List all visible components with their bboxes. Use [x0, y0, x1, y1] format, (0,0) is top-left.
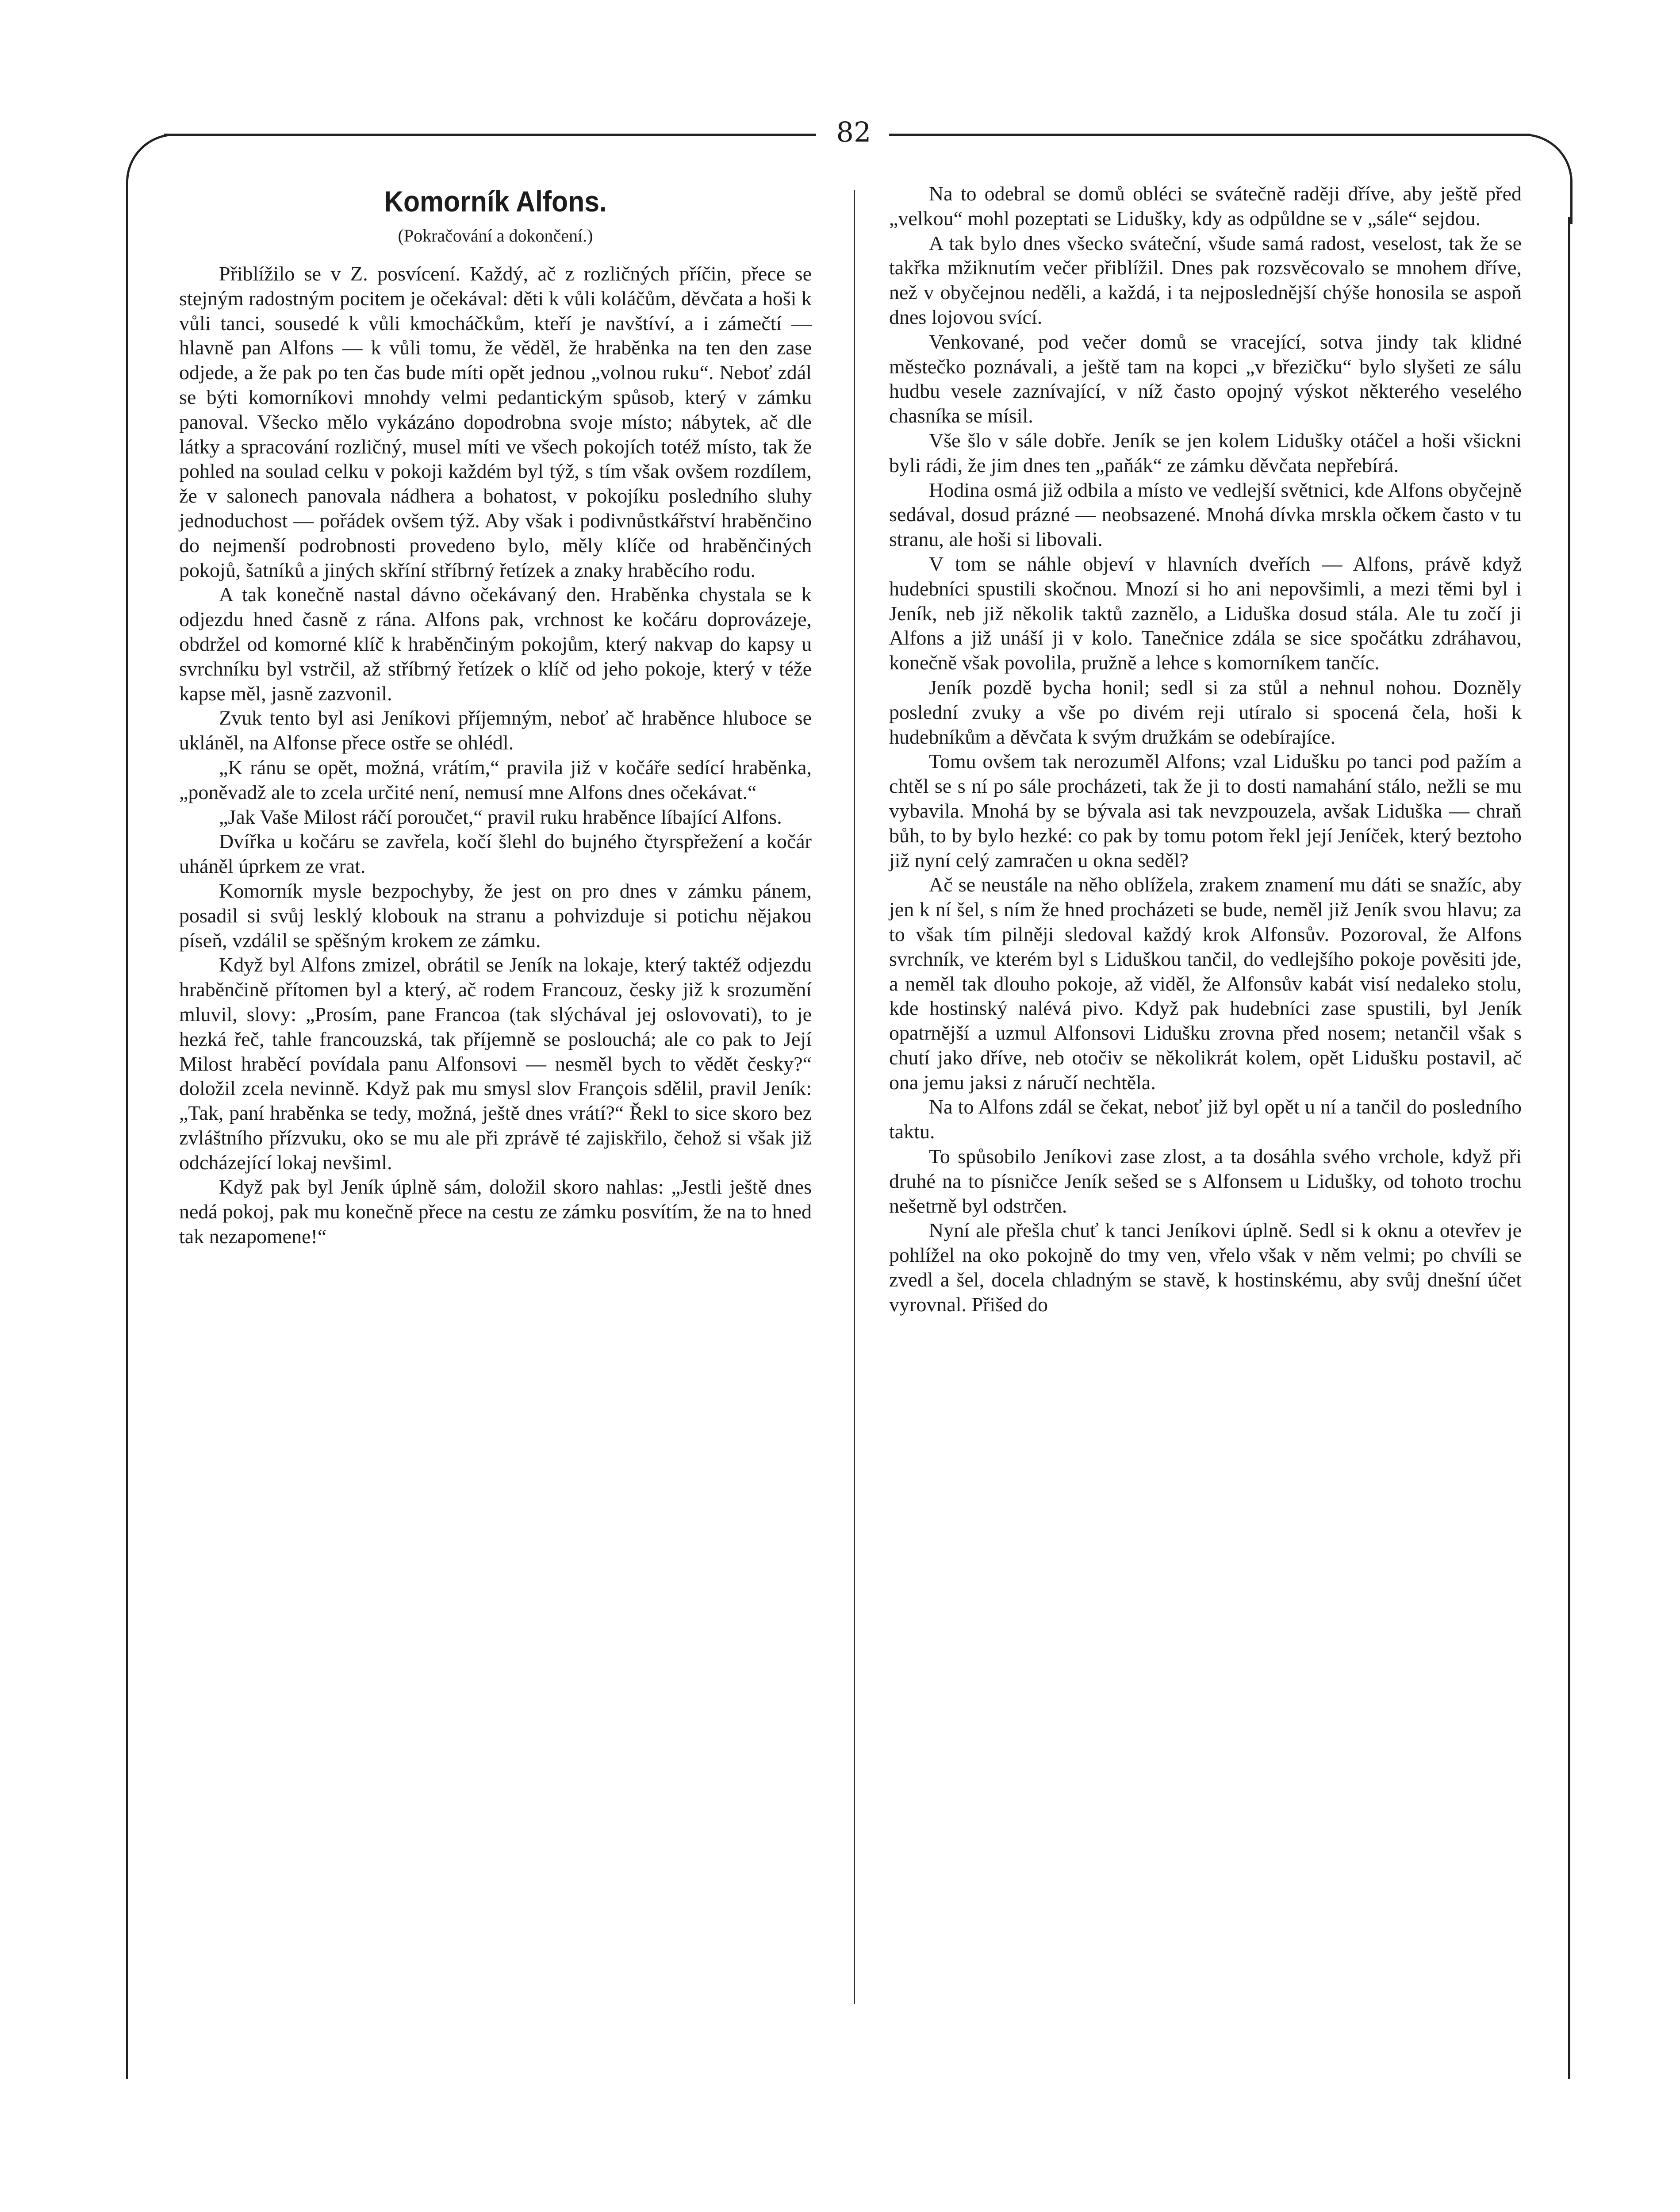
- article-title: Komorník Alfons.: [384, 185, 607, 218]
- frame-corner-left: [126, 134, 181, 224]
- paragraph: A tak bylo dnes všecko sváteční, všude samá radost, veselost, tak že se takřka mžiknutím večer přiblížil. Dnes pak rozsvěcovalo se mnohem dříve, než v obyčejnou neděli, a každá, i ta nejposlednější chýše honosila se aspoň dnes lojovou svící.: [889, 231, 1522, 328]
- paragraph: V tom se náhle objeví v hlavních dveřích — Alfons, právě když hudebníci spustili skočnou. Mnozí si ho ani nepovšimli, a mezi těmi byl i Jeník, neb již několik taktů zaznělo, a Liduška dosud stála. Ale tu zočí ji Alfons a již unáší ji v kolo. Tanečnice zdála se sice spočátku zdráhavou, konečně však povolila, pružně a lehce s komorníkem tančíc.: [889, 552, 1522, 674]
- paragraph: Na to Alfons zdál se čekat, neboť již byl opět u ní a tančil do posledního taktu.: [889, 1095, 1522, 1143]
- page-number: 82: [836, 116, 871, 148]
- article-subtitle: (Pokračování a dokončení.): [398, 226, 593, 246]
- paragraph: Nyní ale přešla chuť k tanci Jeníkovi úplně. Sedl si k oknu a otevřev je pohlížel na oko pokojně do tmy ven, vřelo však v něm velmi; po chvíli se zvedl a šel, docela chladným se stavě, k hostinskému, aby svůj dnešní účet vyrovnal. Přišed do: [889, 1219, 1522, 1316]
- paragraph: Jeník pozdě bycha honil; sedl si za stůl a nehnul nohou. Dozněly poslední zvuky a vše po divém reji utíralo si spocená čela, hoši k hudebníkům a děvčata k svým družkám se odebírajíce.: [889, 676, 1522, 748]
- paragraph: „K ránu se opět, možná, vrátím,“ pravila již v kočáře sedící hraběnka, „poněvadž ale to zcela určité není, nemusí mne Alfons dnes očekávat.“: [179, 756, 812, 803]
- frame-side-right: [1568, 217, 1570, 2079]
- paragraph: Přiblížilo se v Z. posvícení. Každý, ač z rozličných příčin, přece se stejným radostným pocitem je očekával: děti k vůli koláčům, děvčata a hoši k vůli tanci, sousedé k vůli kmocháčkům, kteří je navštíví, a i zámečtí — hlavně pan Alfons — k vůli tomu, že věděl, že hraběnka na ten den zase odjede, a že pak po ten čas bude míti opět jednou „volnou ruku“. Neboť zdál se býti komorníkovi mnohdy velmi pedantickým spůsob, který v zámku panoval. Všecko mělo vykázáno dopodrobna svoje místo; nábytek, ač dle látky a spracování rozličný, musel míti ve všech pokojích totéž místo, tak že pohled na soulad celku v pokoji každém byl týž, s tím však ovšem rozdílem, že v salonech panovala nádhera a bohatost, v pokojíku posledního sluhy jednoduchost — pořádek ovšem týž. Aby však i podivnůstkářství hraběnčino do nejmenší podrobnosti provedeno bylo, měly klíče od hraběnčiných pokojů, šatníků a jiných skříní stříbrný řetízek a znaky hraběcího rodu.: [179, 262, 812, 581]
- paragraph: Dvířka u kočáru se zavřela, kočí šlehl do bujného čtyrspřežení a kočár uháněl úprkem ze vrat.: [179, 830, 812, 878]
- paragraph: Komorník mysle bezpochyby, že jest on pro dnes v zámku pánem, posadil si svůj lesklý klobouk na stranu a pohvizduje si potichu nějakou píseň, vzdálil se spěšným krokem ze zámku.: [179, 879, 812, 952]
- paragraph: Na to odebral se domů obléci se svátečně raději dříve, aby ještě před „velkou“ mohl pozeptati se Lidušky, kdy as odpůldne se v „sále“ sejdou.: [889, 182, 1522, 230]
- frame-corner-right: [1517, 134, 1573, 224]
- paragraph: Tomu ovšem tak nerozuměl Alfons; vzal Lidušku po tanci pod pažím a chtěl se s ní po sále procházeti, tak že ji to dosti namahání stálo, nežli se mu vybavila. Mnohá by se bývala asi tak nevzpouzela, avšak Liduška — chraň bůh, to by bylo hezké: co pak by tomu potom řekl její Jeníček, který beztoho již nyní celý zamračen u okna seděl?: [889, 750, 1522, 872]
- paragraph: Zvuk tento byl asi Jeníkovi příjemným, neboť ač hraběnce hluboce se ukláněl, na Alfonse přece ostře se ohlédl.: [179, 707, 812, 754]
- paragraph: Vše šlo v sále dobře. Jeník se jen kolem Lidušky otáčel a hoši všickni byli rádi, že jim dnes ten „paňák“ ze zámku děvčata nepřebírá.: [889, 429, 1522, 476]
- paragraph: To spůsobilo Jeníkovi zase zlost, a ta dosáhla svého vrchole, když při druhé na to písničce Jeník sešed se s Alfonsem u Lidušky, od tohoto trochu nešetrně byl odstrčen.: [889, 1145, 1522, 1217]
- right-column: [889, 181, 1522, 1317]
- paragraph: A tak konečně nastal dávno očekávaný den. Hraběnka chystala se k odjezdu hned časně z rána. Alfons pak, vrchnost ke kočáru doprovázeje, obdržel od komorné klíč k hraběnčiným pokojům, který nakvap do kapsy u svrchníku byl vstrčil, až stříbrný řetízek o klíč od jeho pokoje, který v téže kapse měl, jasně zazvonil.: [179, 583, 812, 705]
- column-divider: [854, 190, 855, 2004]
- paragraph: Venkované, pod večer domů se vracející, sotva jindy tak klidné městečko poznávali, a ještě tam na kopci „v březičku“ bylo slyšeti ze sálu hudbu vesele zaznívající, v níž často opojný výskot některého veselého chasníka se mísil.: [889, 330, 1522, 427]
- paragraph: Ač se neustále na něho oblížela, zrakem znamení mu dáti se snažíc, aby jen k ní šel, s ním že hned procházeti se bude, neměl již Jeník svou hlavu; za to však tím pilněji sledoval každý krok Alfonsův. Pozoroval, že Alfons svrchník, ve kterém byl s Liduškou tančil, do vedlejšího pokoje pověsiti jde, a neměl tak dlouho pokoje, až viděl, že Alfonsův kabát visí nedaleko stolu, kde hostinský nalévá pivo. Když pak hudebníci zase spustili, byl Jeník opatrnější a uzmul Alfonsovi Lidušku zrovna před nosem; netančil však s chutí jako dříve, neb otočiv se několikrát kolem, opět Lidušku postavil, ač ona jemu jaksi z náručí nechtěla.: [889, 873, 1522, 1094]
- frame-top-right-rule: [889, 134, 1530, 136]
- paragraph: „Jak Vaše Milost ráčí poroučet,“ pravil ruku hraběnce líbající Alfons.: [219, 805, 782, 828]
- frame-side-left: [126, 217, 128, 2079]
- left-column: [179, 181, 812, 1249]
- paragraph: Když byl Alfons zmizel, obrátil se Jeník na lokaje, který taktéž odjezdu hraběnčině přítomen byl a který, ač rodem Francouz, česky již k srozumění mluvil, slovy: „Prosím, pane Francoa (tak slýchával jej oslovovati), to je hezká řeč, tahle francouzská, tak příjemně se poslouchá; ale co pak to Její Milost hraběcí povídala panu Alfonsovi — nesměl bych to vědět česky?“ doložil zcela nevinně. Když pak mu smysl slov François sdělil, pravil Jeník: „Tak, paní hraběnka se tedy, možná, ještě dnes vrátí?“ Řekl to sice skoro bez zvláštního přízvuku, oko se mu ale při zprávě té zajiskřilo, čehož si však již odcházející lokaj nevšiml.: [179, 953, 812, 1174]
- frame-top-left-rule: [164, 134, 816, 136]
- paragraph: Hodina osmá již odbila a místo ve vedlejší světnici, kde Alfons obyčejně sedával, dosud prázné — neobsazené. Mnohá dívka mrskla očkem často v tu stranu, ale hoši si libovali.: [889, 478, 1522, 551]
- paragraph: Když pak byl Jeník úplně sám, doložil skoro nahlas: „Jestli ještě dnes nedá pokoj, pak mu konečně přece na cestu ze zámku posvítím, že na to hned tak nezapomene!“: [179, 1175, 812, 1248]
